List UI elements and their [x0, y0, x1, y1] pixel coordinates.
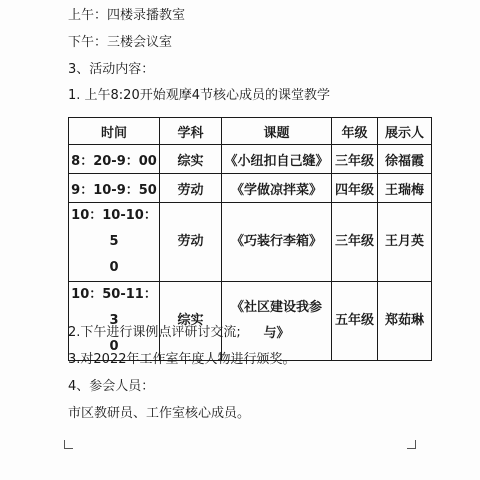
cell-presenter: 徐福霞: [378, 145, 432, 174]
cell-subject: 综实: [160, 282, 222, 361]
cell-grade: 三年级: [332, 145, 378, 174]
cell-time: 9：10-9：50: [69, 174, 160, 203]
activity-item-1: 1. 上午8:20开始观摩4节核心成员的课堂教学: [68, 88, 330, 103]
cell-presenter: 王月英: [378, 203, 432, 282]
activity-item-2: 2.下午进行课例点评研讨交流;: [68, 325, 241, 340]
cell-time: [69, 282, 160, 361]
cell-subject: 劳动: [160, 203, 222, 282]
cell-presenter: 郑茹琳: [378, 282, 432, 361]
cell-grade: 五年级: [332, 282, 378, 361]
cell-time: 8：20-9：00: [69, 145, 160, 174]
cell-time: [69, 203, 160, 282]
header-time: 时间: [69, 118, 160, 145]
attendees-text: 市区教研员、工作室核心成员。: [68, 406, 251, 421]
cell-topic: 《学做凉拌菜》: [222, 174, 332, 203]
cell-time-line-1: 10：50-11：3: [71, 287, 157, 328]
table-row: [69, 174, 432, 203]
page-corner-mark-right: [407, 440, 416, 449]
cell-presenter: 王瑞梅: [378, 174, 432, 203]
cell-time-line-2: 0: [109, 339, 119, 354]
cell-topic: 《小纽扣自己缝》: [222, 145, 332, 174]
afternoon-location: 下午：三楼会议室: [68, 35, 173, 50]
page-corner-mark-left: [64, 440, 73, 449]
header-grade: 年级: [332, 118, 378, 145]
table-row: [69, 282, 432, 361]
cell-time-line-2: 0: [109, 260, 119, 275]
cell-grade: 三年级: [332, 203, 378, 282]
morning-location: 上午：四楼录播教室: [68, 8, 186, 23]
cell-topic-line-1: 《社区建设我参: [230, 300, 322, 315]
header-subject: 学科: [160, 118, 222, 145]
activity-item-3: 3.对2022年工作室年度人物进行颁奖。: [68, 352, 296, 367]
cell-topic-line-2: 与》: [263, 326, 290, 341]
table-header-row: [69, 118, 432, 145]
cell-topic: 《巧装行李箱》: [222, 203, 332, 282]
cell-subject: 劳动: [160, 174, 222, 203]
header-presenter: 展示人: [378, 118, 432, 145]
cell-topic: [222, 282, 332, 361]
section-4-heading: 4、参会人员：: [68, 379, 155, 394]
header-topic: 课题: [222, 118, 332, 145]
section-3-heading: 3、活动内容：: [68, 62, 155, 77]
table-row: [69, 203, 432, 282]
cell-subject: 综实: [160, 145, 222, 174]
cell-time-line-1: 10：10-10：5: [71, 208, 157, 249]
table-row: [69, 145, 432, 174]
cell-grade: 四年级: [332, 174, 378, 203]
